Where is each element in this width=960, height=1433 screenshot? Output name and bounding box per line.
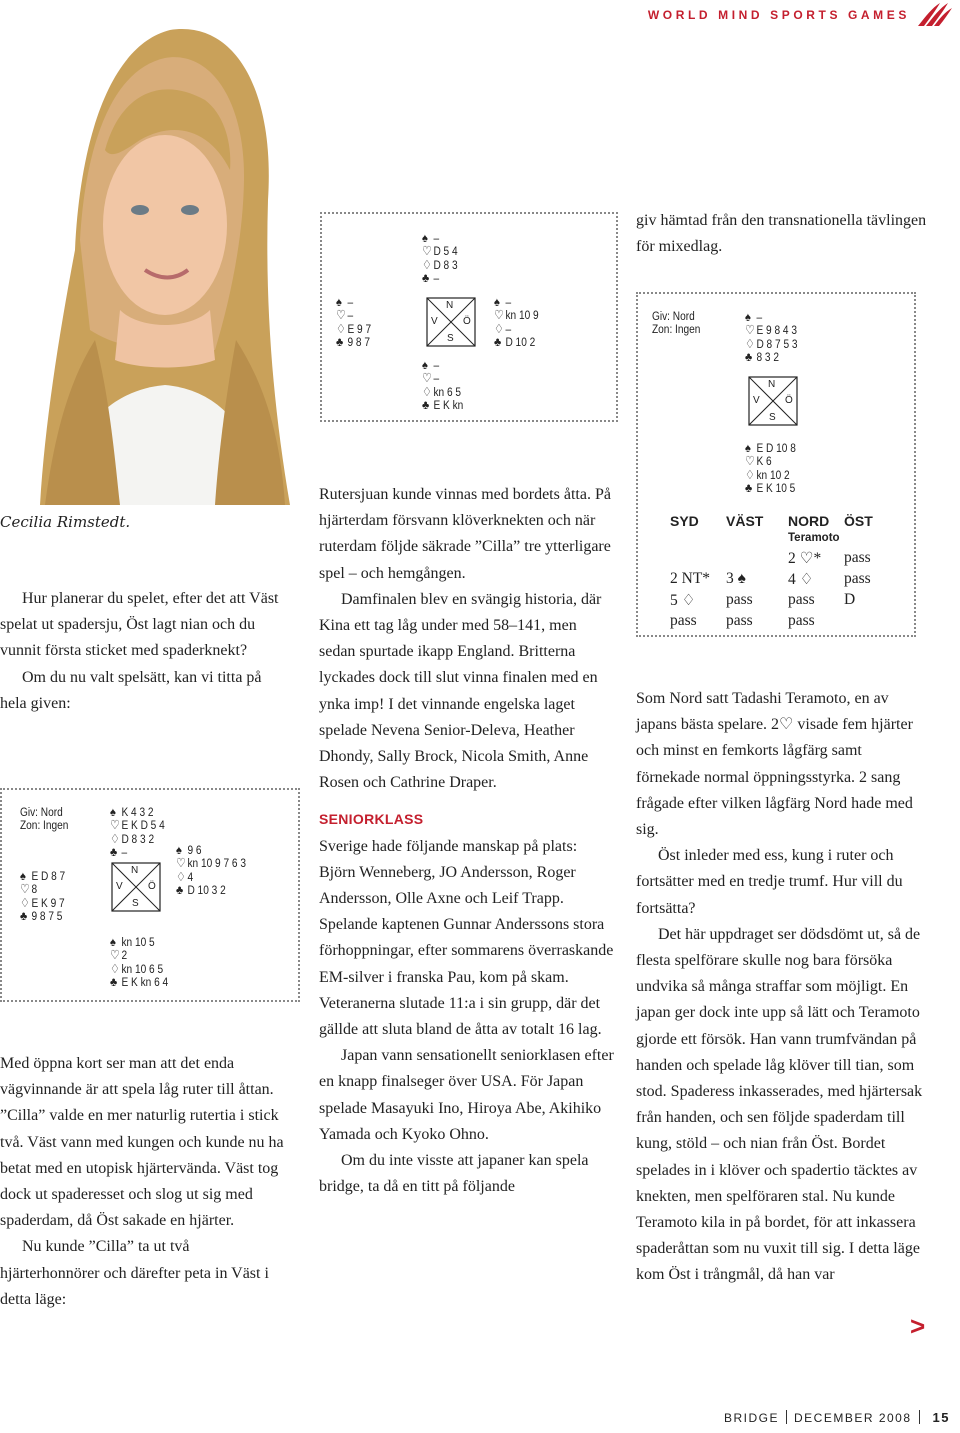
south-hand: [422, 359, 463, 412]
card-holding: 9 8 7 5: [31, 910, 63, 923]
paragraph: Med öppna kort ser man att det enda vägvinnande är att spela låg ruter till åttan. ”Cilla” valde en mer naturlig rutertia i stick två. Väst vann med kungen och kunde nu ha betat med en utopisk hjärtervända. Väst tog dock ut spaderesset och slog ut sig med spaderdam, då Öst sakade en hjärter.: [0, 1055, 284, 1230]
card-holding: kn 10 5: [121, 937, 155, 949]
card-holding: E D 10 8: [756, 443, 796, 455]
south-hand: [745, 442, 796, 495]
spade-icon: ♠: [336, 295, 342, 309]
north-hand: [745, 311, 798, 364]
bidding-table: [638, 510, 918, 630]
club-icon: ♣: [422, 270, 430, 285]
west-hand: [20, 870, 65, 923]
deal-info: [20, 807, 68, 834]
card-holding: D 8 7 5 3: [756, 338, 798, 351]
card-holding: kn 6 5: [433, 386, 462, 399]
page-number: 15: [932, 1410, 950, 1425]
bid: pass: [726, 591, 753, 608]
compass-diagram: [426, 297, 476, 347]
bid: pass: [844, 570, 871, 587]
club-icon: ♣: [422, 397, 430, 412]
bidding-header-north: NORD: [788, 513, 830, 529]
compass-diagram: [111, 862, 161, 912]
col3-text: [636, 686, 926, 1289]
card-holding: E 9 8 4 3: [756, 325, 797, 338]
north-hand: [110, 806, 165, 859]
compass-south: S: [447, 333, 454, 344]
page-footer: [724, 1410, 950, 1425]
card-holding: E 9 7: [347, 323, 372, 336]
card-holding: 8 3 2: [756, 351, 779, 364]
compass-east: Ö: [785, 395, 793, 406]
card-holding: E K kn 6 4: [121, 976, 169, 989]
card-holding: K 6: [756, 456, 772, 469]
card-holding: E K 10 5: [756, 482, 796, 495]
card-holding: D 10 3 2: [187, 884, 226, 897]
heart-icon: ♡: [336, 308, 346, 323]
compass-west: V: [431, 316, 438, 327]
portrait-photo: [0, 0, 300, 505]
paragraph: Nu kunde ”Cilla” ta ut två hjärterhonnörer och därefter peta in Väst i detta läge:: [0, 1238, 269, 1308]
card-holding: E D 8 7: [31, 871, 66, 883]
compass-east: Ö: [148, 881, 156, 892]
card-holding: –: [505, 323, 512, 336]
diamond-icon: ♢: [110, 831, 120, 846]
spade-icon: ♠: [20, 869, 26, 883]
compass-west: V: [116, 881, 123, 892]
compass-north: N: [131, 865, 139, 876]
card-holding: D 8 3 2: [121, 833, 155, 846]
spade-icon: ♠: [422, 231, 428, 245]
heart-icon: ♡: [745, 454, 755, 469]
bid: 4 ♢: [788, 571, 814, 588]
heart-icon: ♡: [110, 948, 120, 963]
heart-icon: ♡: [422, 244, 432, 259]
card-holding: E K 9 7: [31, 897, 65, 910]
deal-diagram-3: [636, 292, 916, 637]
compass-north: N: [768, 379, 776, 390]
compass-south: S: [132, 898, 139, 909]
south-hand: [110, 936, 168, 989]
card-holding: –: [756, 312, 763, 324]
diamond-icon: ♢: [110, 961, 120, 976]
heart-icon: ♡: [110, 818, 120, 833]
paragraph: Öst inleder med ess, kung i ruter och fortsätter med en tredje trumf. Hur vill du fortsätta?: [636, 847, 903, 917]
spade-icon: ♠: [494, 295, 500, 309]
bid: pass: [670, 612, 697, 629]
diamond-icon: ♢: [745, 336, 755, 351]
col2-text: [319, 482, 615, 1200]
magazine-name: BRIDGE: [723, 1411, 779, 1425]
paragraph: giv hämtad från den transnationella tävlingen för mixedlag.: [636, 212, 927, 256]
club-icon: ♣: [20, 908, 28, 923]
vulnerability-label: Zon: Ingen: [20, 820, 69, 833]
bidding-header-east: ÖST: [844, 513, 873, 529]
north-player-name: Teramoto: [788, 532, 840, 544]
card-holding: kn 10 2: [756, 469, 790, 482]
diamond-icon: ♢: [745, 467, 755, 482]
card-holding: E K kn: [433, 399, 464, 412]
spade-icon: ♠: [110, 935, 116, 949]
card-holding: –: [433, 272, 440, 285]
paragraph: Det här uppdraget ser dödsdömt ut, så de flesta spelförare skulle nog bara försöka undvika så många straffar som möjligt. En japan ger dock inte upp så lätt och Teramoto gjorde ett försök. Han vann trumfvändan på handen och spelade låg klöver till tian, som stod. Spaderess inkasserades, med hjärtersak från handen, och sen följde spaderdam till kung, stöld – och nian från Öst. Bordet spelades in i klöver och spadertio täcktes av knekten, men spelföraren stal. Nu kunde Teramoto kila in på bordet, för att inkassera spaderåttan som nu vuxit till sig. I detta läge kom Öst i trångmål, då han var: [636, 925, 923, 1284]
club-icon: ♣: [176, 882, 184, 897]
card-holding: D 10 2: [505, 336, 536, 349]
paragraph: Om du inte visste att japaner kan spela bridge, ta då en titt på följande: [319, 1152, 589, 1196]
diamond-icon: ♢: [176, 869, 186, 884]
compass-west: V: [753, 395, 760, 406]
card-holding: kn 10 9 7 6 3: [187, 858, 246, 871]
club-icon: ♣: [745, 480, 753, 495]
diamond-icon: ♢: [422, 384, 432, 399]
card-holding: K 4 3 2: [121, 807, 154, 819]
compass-south: S: [769, 412, 776, 423]
spade-icon: ♠: [176, 843, 182, 857]
diamond-icon: ♢: [494, 321, 504, 336]
wmsg-logo-icon: [914, 0, 954, 30]
spade-icon: ♠: [422, 358, 428, 372]
card-holding: –: [433, 373, 440, 386]
deal-info: [652, 311, 700, 338]
card-holding: 9 8 7: [347, 336, 370, 349]
heart-icon: ♡: [422, 371, 432, 386]
club-icon: ♣: [336, 334, 344, 349]
diamond-icon: ♢: [336, 321, 346, 336]
paragraph: Om du nu valt spelsätt, kan vi titta på hela given:: [0, 668, 262, 712]
heart-icon: ♡: [494, 308, 504, 323]
card-holding: E K D 5 4: [121, 820, 165, 833]
bid: pass: [844, 549, 871, 566]
club-icon: ♣: [745, 349, 753, 364]
col1-top-text: [0, 586, 292, 717]
paragraph: Som Nord satt Tadashi Teramoto, en av japans bästa spelare. 2♡ visade fem hjärter och minst en femkorts lågfärg samt förnekade normal öppningsstyrka. 2 sang frågade efter vilken lågfärg Nord hade med sig.: [636, 690, 913, 839]
card-holding: D 5 4: [433, 246, 458, 259]
card-holding: –: [433, 360, 440, 372]
diamond-icon: ♢: [422, 257, 432, 272]
bidding-header-south: SYD: [670, 513, 699, 529]
heart-icon: ♡: [20, 882, 30, 897]
card-holding: –: [433, 233, 440, 245]
col1-bottom-text: [0, 1051, 292, 1313]
card-holding: kn 10 6 5: [121, 963, 164, 976]
west-hand: [336, 296, 371, 349]
card-holding: 8: [31, 884, 38, 897]
footer-divider: [919, 1410, 920, 1424]
bid: pass: [726, 612, 753, 629]
heart-icon: ♡: [745, 323, 755, 338]
bid: 3 ♠: [726, 570, 746, 587]
bid: 2 ♡*: [788, 550, 822, 567]
north-hand: [422, 232, 458, 285]
paragraph: Hur planerar du spelet, efter det att Väst spelat ut spadersju, Öst lagt nian och du vunnit första sticket med spaderknekt?: [0, 590, 279, 660]
spade-icon: ♠: [745, 310, 751, 324]
card-holding: D 8 3: [433, 259, 458, 272]
card-holding: –: [505, 297, 512, 309]
issue-label: DECEMBER 2008: [793, 1411, 912, 1425]
section-heading: SENIORKLASS: [319, 811, 424, 828]
club-icon: ♣: [494, 334, 502, 349]
card-holding: –: [121, 846, 128, 859]
paragraph: Rutersjuan kunde vinnas med bordets åtta. På hjärterdam försvann klöverknekten och när ruterdam följde säkrade ”Cilla” tre ytterligare spel – och hemgången.: [319, 486, 611, 582]
card-holding: –: [347, 310, 354, 323]
deal-diagram-2: [320, 212, 618, 422]
col3-top-text: [636, 208, 936, 260]
card-holding: 2: [121, 950, 128, 963]
spade-icon: ♠: [745, 441, 751, 455]
photo-caption: Cecilia Rimstedt.: [0, 513, 131, 531]
paragraph: Sverige hade följande manskap på plats: Björn Wenneberg, JO Andersson, Roger Andersson, Olle Axne och Leif Trapp. Spelande kaptenen Gunnar Anderssons stora förhoppningar, efter sommarens överraskande EM-silver i franska Pau, kom på skam. Veteranerna slutade 11:a i sin grupp, där det gällde att sluta bland de åtta av totalt 16 lag.: [319, 837, 614, 1039]
bid: pass: [788, 591, 815, 608]
card-holding: 4: [187, 871, 194, 884]
bid: D: [844, 591, 856, 608]
bid: 2 NT*: [670, 570, 711, 587]
club-icon: ♣: [110, 974, 118, 989]
card-holding: kn 10 9: [505, 310, 539, 323]
compass-east: Ö: [463, 316, 471, 327]
bidding-header-west: VÄST: [726, 513, 764, 529]
paragraph: Japan vann sensationellt seniorklasen efter en knapp finalseger över USA. För Japan spelade Masayuki Ino, Hiroya Abe, Akihiko Yamada och Kyoko Ohno.: [319, 1047, 614, 1143]
diamond-icon: ♢: [20, 895, 30, 910]
bid: 5 ♢: [670, 592, 696, 609]
card-holding: 9 6: [187, 845, 202, 857]
spade-icon: ♠: [110, 805, 116, 819]
continue-arrow-icon: >: [910, 1311, 926, 1341]
card-holding: –: [347, 297, 354, 309]
east-hand: [176, 844, 246, 897]
club-icon: ♣: [110, 844, 118, 859]
footer-divider: [786, 1410, 787, 1424]
east-hand: [494, 296, 539, 349]
deal-diagram-1: [0, 788, 300, 1002]
magazine-section-title: WORLD MIND SPORTS GAMES: [647, 8, 910, 22]
compass-north: N: [446, 300, 454, 311]
paragraph: Damfinalen blev en svängig historia, där Kina ett tag låg under med 58–141, men sedan spurtade ikapp England. Britterna lyckades dock till slut vinna finalen med en ynka imp! I det vinnande engelska laget spelade Nevena Senior-Deleva, Heather Dhondy, Sally Brock, Nicola Smith, Anne Rosen och Cathrine Draper.: [319, 590, 602, 792]
dealer-label: Giv: Nord: [652, 311, 695, 323]
bid: pass: [788, 612, 815, 629]
heart-icon: ♡: [176, 856, 186, 871]
dealer-label: Giv: Nord: [20, 807, 63, 819]
compass-diagram: [748, 376, 798, 426]
vulnerability-label: Zon: Ingen: [652, 324, 701, 337]
